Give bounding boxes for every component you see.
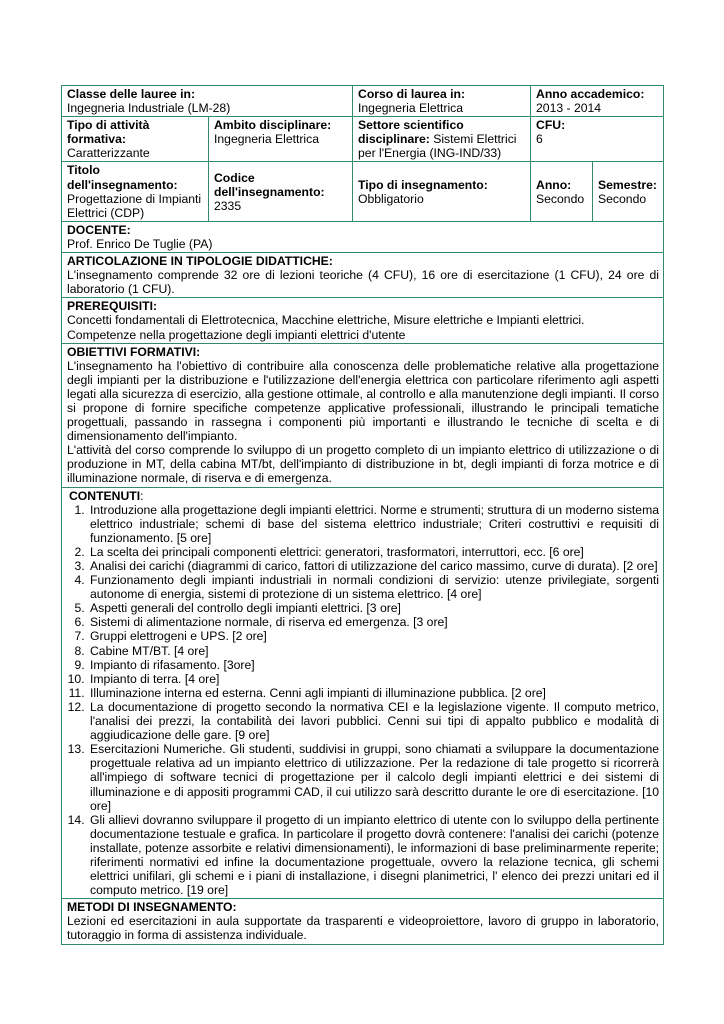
articolazione-row <box>62 253 664 298</box>
metodi-value: Lezioni ed esercitazioni in aula supportate da trasparenti e videoproiettore, lavoro di gruppo in laboratorio, tutoraggio in forma di assistenza individuale. <box>67 914 660 943</box>
docente-value: Prof. Enrico De Tuglie (PA) <box>67 236 213 251</box>
classe-label: Classe delle lauree in: <box>67 87 196 101</box>
list-item: 1. Introduzione alla progettazione degli impianti elettrici. Norme e strumenti; struttura di un moderno sistema elettrico industriale; schemi di base del sistema elettrico industriale; Criteri costruttivi e requisiti di funzionamento. [5 ore] <box>88 503 659 545</box>
list-item: 6. Sistemi di alimentazione normale, di riserva ed emergenza. [3 ore] <box>88 615 659 629</box>
tipo-insegnamento-label: Tipo di insegnamento: <box>358 177 488 192</box>
prerequisiti-row <box>62 298 664 343</box>
obiettivi-paragraph-2: L'attività del corso comprende lo sviluppo di un progetto completo di un impianto elettrico di utilizzazione o di produzione in MT, della cabina MT/bt, dell'impianto di distribuzione in bt, degli impianti di forza motrice e di illuminazione normale, di riserva e di emergenza. <box>67 443 660 486</box>
prerequisiti-label: PREREQUISITI: <box>67 299 158 314</box>
list-item: 2. La scelta dei principali componenti elettrici: generatori, trasformatori, interruttori, ecc. [6 ore] <box>88 545 659 559</box>
titolo-label: Titolo dell'insegnamento: <box>67 163 178 192</box>
articolazione-label: ARTICOLAZIONE IN TIPOLOGIE DIDATTICHE: <box>67 254 333 269</box>
tipo-attivita-value: Caratterizzante <box>67 146 150 161</box>
codice-cell <box>209 162 353 221</box>
classe-value: Ingegneria Industriale (LM-28) <box>67 101 231 116</box>
tipo-attivita-label: Tipo di attività formativa: <box>67 118 150 147</box>
docente-cell <box>62 221 664 252</box>
obiettivi-paragraph-1: L'insegnamento ha l'obiettivo di contribuire alla conoscenza delle problematiche relative alla progettazione degli impianti per la distribuzione e l'utilizzazione dell'energia elettrica con particolare riferimento agli aspetti legati alla sicurezza di esercizio, alla gestione ottimale, al controllo e alla manutenzione degli impianti. Il corso si propone di fornire specifiche competenze applicative professionali, illustrando le principali tematiche progettuali, passando in rassegna i componenti più importanti e illustrando le tecniche di scelta e di dimensionamento dell'impianto. <box>67 358 660 444</box>
articolazione-value: L'insegnamento comprende 32 ore di lezioni teoriche (4 CFU), 16 ore di esercitazione (1 CFU), 24 ore di laboratorio (1 CFU). <box>67 268 660 297</box>
tipo-insegnamento-cell <box>353 162 531 221</box>
titolo-value: Progettazione di Impianti Elettrici (CDP) <box>67 191 202 220</box>
ambito-label: Ambito disciplinare: <box>214 118 332 133</box>
anno-accademico-label: Anno accademico: <box>536 87 645 101</box>
classe-cell <box>62 86 353 117</box>
contenuti-colon: : <box>140 488 144 503</box>
semestre-cell <box>593 162 664 221</box>
docente-label: DOCENTE: <box>67 222 131 237</box>
anno-accademico-cell <box>531 86 664 117</box>
list-item: 7. Gruppi elettrogeni e UPS. [2 ore] <box>88 629 659 643</box>
anno-accademico-value: 2013 - 2014 <box>536 101 602 116</box>
settore-value: Sistemi Elettrici per l'Energia (ING-IND/33) <box>358 132 517 161</box>
anno-cell <box>531 162 593 221</box>
prerequisiti-cell <box>62 298 664 343</box>
obiettivi-row <box>62 343 664 487</box>
settore-label: Settore scientifico disciplinare: <box>358 118 464 147</box>
list-item: 10. Impianto di terra. [4 ore] <box>88 672 659 686</box>
prerequisiti-line-1: Concetti fondamentali di Elettrotecnica, Macchine elettriche, Misure elettriche e Impianti elettrici. <box>67 313 585 328</box>
metodi-label: METODI DI INSEGNAMENTO: <box>67 900 237 915</box>
codice-value: 2335 <box>214 198 242 213</box>
list-item: 13. Esercitazioni Numeriche. Gli studenti, suddivisi in gruppi, sono chiamati a sviluppare la documentazione progettuale relativa ad un impianto elettrico di utilizzazione. Per la redazione di tale progetto si ricorrerà all'impiego di software tecnici di progettazione per il calcolo degli impianti elettrici e dei sistemi di illuminazione e di appositi programmi CAD, il cui utilizzo sarà descritto durante le ore di esercitazione. [10 ore] <box>88 742 659 812</box>
header-row-1 <box>62 86 664 117</box>
course-table <box>61 85 664 945</box>
list-item: 11. Illuminazione interna ed esterna. Cenni agli impianti di illuminazione pubblica. [2 ore] <box>88 686 659 700</box>
articolazione-cell <box>62 253 664 298</box>
header-row-3 <box>62 162 664 221</box>
obiettivi-cell <box>62 343 664 487</box>
settore-cell <box>353 117 531 162</box>
tipo-insegnamento-value: Obbligatorio <box>358 191 424 206</box>
cfu-cell <box>531 117 664 162</box>
list-item: 12. La documentazione di progetto secondo la normativa CEI e la legislazione vigente. Il computo metrico, l'analisi dei prezzi, la contabilità dei lavori pubblici. Cenni sui tipi di appalto pubblico e modalità di aggiudicazione delle gare. [9 ore] <box>88 700 659 742</box>
corso-cell <box>353 86 531 117</box>
corso-value: Ingegneria Elettrica <box>358 101 464 116</box>
obiettivi-label: OBIETTIVI FORMATIVI: <box>67 344 201 359</box>
titolo-cell <box>62 162 209 221</box>
ambito-cell <box>209 117 353 162</box>
tipo-attivita-cell <box>62 117 209 162</box>
list-item: 9. Impianto di rifasamento. [3ore] <box>88 658 659 672</box>
metodi-row <box>62 899 664 944</box>
corso-label: Corso di laurea in: <box>358 87 466 101</box>
cfu-label: CFU: <box>536 118 566 133</box>
contenuti-label: CONTENUTI <box>69 488 141 503</box>
list-item: 14. Gli allievi dovranno sviluppare il progetto di un impianto elettrico di utente con lo sviluppo della pertinente documentazione testuale e grafica. In particolare il progetto dovrà contenere: l'analisi dei carichi (potenze installate, potenze assorbite e relativi dimensionamenti), le informazioni di base preliminarmente reperite; riferimenti normativi ed infine la documentazione progettuale, ovvero la relazione tecnica, gli schemi elettrici unifilari, gli schemi e i piani di installazione, i disegni planimetrici, l' elenco dei prezzi unitari ed il computo metrico. [19 ore] <box>88 813 659 898</box>
codice-label: Codice dell'insegnamento: <box>214 170 325 199</box>
docente-row <box>62 221 664 252</box>
list-item: 5. Aspetti generali del controllo degli impianti elettrici. [3 ore] <box>88 601 659 615</box>
ambito-value: Ingegneria Elettrica <box>214 132 320 147</box>
header-row-2 <box>62 117 664 162</box>
metodi-cell <box>62 899 664 944</box>
semestre-label: Semestre: <box>598 177 657 192</box>
contenuti-cell <box>62 487 664 899</box>
list-item: 8. Cabine MT/BT. [4 ore] <box>88 644 659 658</box>
contenuti-list <box>67 503 659 898</box>
cfu-value: 6 <box>536 132 543 147</box>
list-item: 4. Funzionamento degli impianti industriali in normali condizioni di servizio: utenze privilegiate, sorgenti autonome di energia, sistemi di protezione di un sistema elettrico. [4 ore] <box>88 573 659 601</box>
list-item: 3. Analisi dei carichi (diagrammi di carico, fattori di utilizzazione del carico massimo, curve di durata). [2 ore] <box>88 559 659 573</box>
anno-value: Secondo <box>536 191 585 206</box>
semestre-value: Secondo <box>598 191 647 206</box>
anno-label: Anno: <box>536 177 572 192</box>
prerequisiti-line-2: Competenze nella progettazione degli impianti elettrici d'utente <box>67 327 406 342</box>
contenuti-row <box>62 487 664 899</box>
